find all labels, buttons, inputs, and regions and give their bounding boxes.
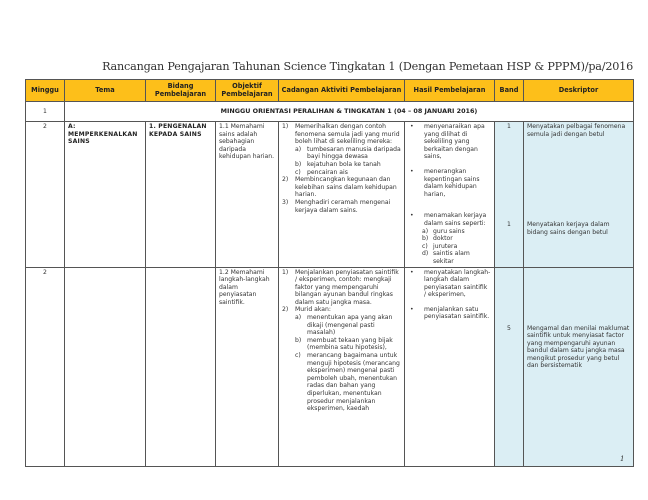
outcome-subitem — [422, 243, 491, 251]
subitem-letter: b) — [295, 160, 302, 168]
subitem-text: saintis alam sekitar — [433, 250, 470, 265]
outcome-item — [408, 168, 491, 198]
outcome-text: menyenaraikan apa yang dilihat di sekeliling yang berkaitan dengan sains, — [424, 123, 485, 161]
activity-number: 1) — [282, 123, 289, 130]
activity-item — [282, 306, 401, 314]
bullet-icon: • — [410, 167, 414, 175]
subitem-letter: a) — [295, 145, 302, 153]
subitem-text: pencairan ais — [307, 168, 348, 176]
cell-tema — [65, 267, 146, 466]
cell-hasil — [405, 267, 495, 466]
cell-minggu: 2 — [26, 122, 65, 268]
cell-minggu: 1 — [26, 102, 65, 122]
activity-text: Membincangkan kegunaan dan kelebihan sains dalam kehidupan harian. — [295, 176, 397, 199]
subitem-letter: b) — [422, 235, 429, 243]
bullet-icon: • — [410, 123, 414, 130]
band-value: 1 — [507, 221, 511, 228]
subitem-text: merancang bagaimana untuk menguji hipotesis (merancang eksperimen) mengenal pasti pemboleh ubah, menentukan radas dan bahan yang diperlukan, menentukan prosedur menjalankan eksperimen, kaedah — [307, 352, 400, 413]
subitem-letter: c) — [295, 352, 301, 360]
subitem-text: kejatuhan bola ke tanah — [307, 160, 381, 168]
subitem-letter: a) — [295, 314, 302, 322]
band-value: 1 — [507, 123, 511, 130]
header-objektif: Objektif Pembelajaran — [216, 80, 279, 102]
cell-aktiviti — [279, 122, 405, 268]
subitem-letter: d) — [422, 250, 429, 258]
header-deskriptor: Deskriptor — [524, 80, 634, 102]
activity-number: 2) — [282, 306, 289, 314]
band-value: 5 — [507, 324, 511, 332]
outcome-item — [408, 212, 491, 227]
cell-bidang — [146, 267, 216, 466]
header-bidang: Bidang Pembelajaran — [146, 80, 216, 102]
activity-subitem — [295, 337, 401, 352]
descriptor-text: Mengamal dan menilai maklumat saintifik untuk menyiasat factor yang mempengaruhi ayunan bandul dalam satu jangka masa mengikut prosedur yang betul dan bersistematik — [527, 324, 630, 370]
cell-deskriptor — [524, 122, 634, 268]
cell-bidang: 1. PENGENALAN KEPADA SAINS — [146, 122, 216, 268]
bullet-icon: • — [410, 268, 414, 276]
subitem-text: doktor — [433, 235, 453, 243]
outcome-subitem — [422, 228, 491, 236]
outcome-item — [408, 306, 491, 321]
activity-item — [282, 176, 401, 199]
table-row — [26, 122, 634, 268]
cell-band — [495, 267, 524, 466]
header-row — [26, 80, 634, 102]
cell-aktiviti — [279, 267, 405, 466]
cell-objektif: 1.1 Memahami sains adalah sebahagian daripada kehidupan harian. — [216, 122, 279, 268]
table-row — [26, 267, 634, 466]
activity-text: Menghadiri ceramah mengenai kerjaya dalam sains. — [295, 198, 391, 214]
cell-hasil — [405, 122, 495, 268]
subitem-text: tumbesaran manusia daripada bayi hingga dewasa — [307, 145, 401, 161]
activity-text: Murid akan: — [295, 306, 331, 314]
orientation-row — [26, 102, 634, 122]
activity-subitem — [295, 352, 401, 413]
subitem-letter: b) — [295, 336, 302, 344]
subitem-letter: a) — [422, 227, 429, 235]
activity-number: 2) — [282, 176, 289, 184]
outcome-item — [408, 123, 491, 161]
activity-item — [282, 269, 401, 307]
header-tema: Tema — [65, 80, 146, 102]
activity-text: Menjalankan penyiasatan saintifik / eksperimen, contoh: mengkaji faktor yang mempengaruhi bilangan ayunan bandul ringkas dalam satu jangka masa. — [295, 268, 399, 306]
subitem-text: menentukan apa yang akan dikaji (mengenal pasti masalah) — [307, 314, 393, 337]
outcome-item — [408, 269, 491, 299]
outcome-subitem — [422, 250, 491, 265]
cell-objektif: 1.2 Memahami langkah-langkah dalam penyiasatan saintifik. — [216, 267, 279, 466]
page-number: 1 — [620, 455, 625, 463]
subitem-letter: c) — [295, 168, 301, 176]
lesson-plan-table — [25, 79, 634, 467]
orientation-text: MINGGU ORIENTASI PERALIHAN & TINGKATAN 1 (04 – 08 JANUARI 2016) — [65, 102, 634, 122]
header-aktiviti: Cadangan Aktiviti Pembelajaran — [279, 80, 405, 102]
header-band: Band — [495, 80, 524, 102]
activity-number: 1) — [282, 268, 289, 276]
header-hasil: Hasil Pembelajaran — [405, 80, 495, 102]
descriptor-text: Menyatakan pelbagai fenomena semula jadi dengan betul — [527, 123, 626, 138]
outcome-text: menjalankan satu penyiasatan saintifik. — [424, 305, 490, 321]
subitem-text: guru sains — [433, 227, 465, 235]
outcome-text: menyatakan langkah-langkah dalam penyiasatan saintifik / eksperimen, — [424, 268, 491, 299]
bullet-icon: • — [410, 305, 414, 313]
subitem-letter: c) — [422, 242, 428, 250]
activity-subitem — [295, 169, 401, 177]
cell-tema: A: MEMPERKENALKAN SAINS — [65, 122, 146, 268]
subitem-text: jurutera — [433, 242, 458, 250]
bullet-icon: • — [410, 212, 414, 220]
activity-item — [282, 123, 401, 146]
cell-deskriptor — [524, 267, 634, 466]
outcome-text: menamakan kerjaya dalam sains seperti: — [424, 212, 487, 227]
header-minggu: Minggu — [26, 80, 65, 102]
cell-minggu: 2 — [26, 267, 65, 466]
subitem-text: membuat tekaan yang bijak (membina satu hipotesis), — [307, 336, 393, 352]
activity-subitem — [295, 161, 401, 169]
outcome-subitem — [422, 235, 491, 243]
activity-subitem — [295, 314, 401, 337]
descriptor-text: Menyatakan kerjaya dalam bidang sains dengan betul — [527, 221, 610, 236]
outcome-text: menerangkan kepentingan sains dalam kehidupan harian, — [424, 167, 480, 198]
activity-subitem — [295, 146, 401, 161]
document-title: Rancangan Pengajaran Tahunan Science Tingkatan 1 (Dengan Pemetaan HSP & PPPM)/pa/2016 — [102, 60, 633, 73]
cell-band — [495, 122, 524, 268]
activity-item — [282, 199, 401, 214]
activity-text: Memerihalkan dengan contoh fenomena semula jadi yang murid boleh lihat di sekeliling mereka: — [295, 123, 400, 146]
activity-number: 3) — [282, 198, 289, 206]
